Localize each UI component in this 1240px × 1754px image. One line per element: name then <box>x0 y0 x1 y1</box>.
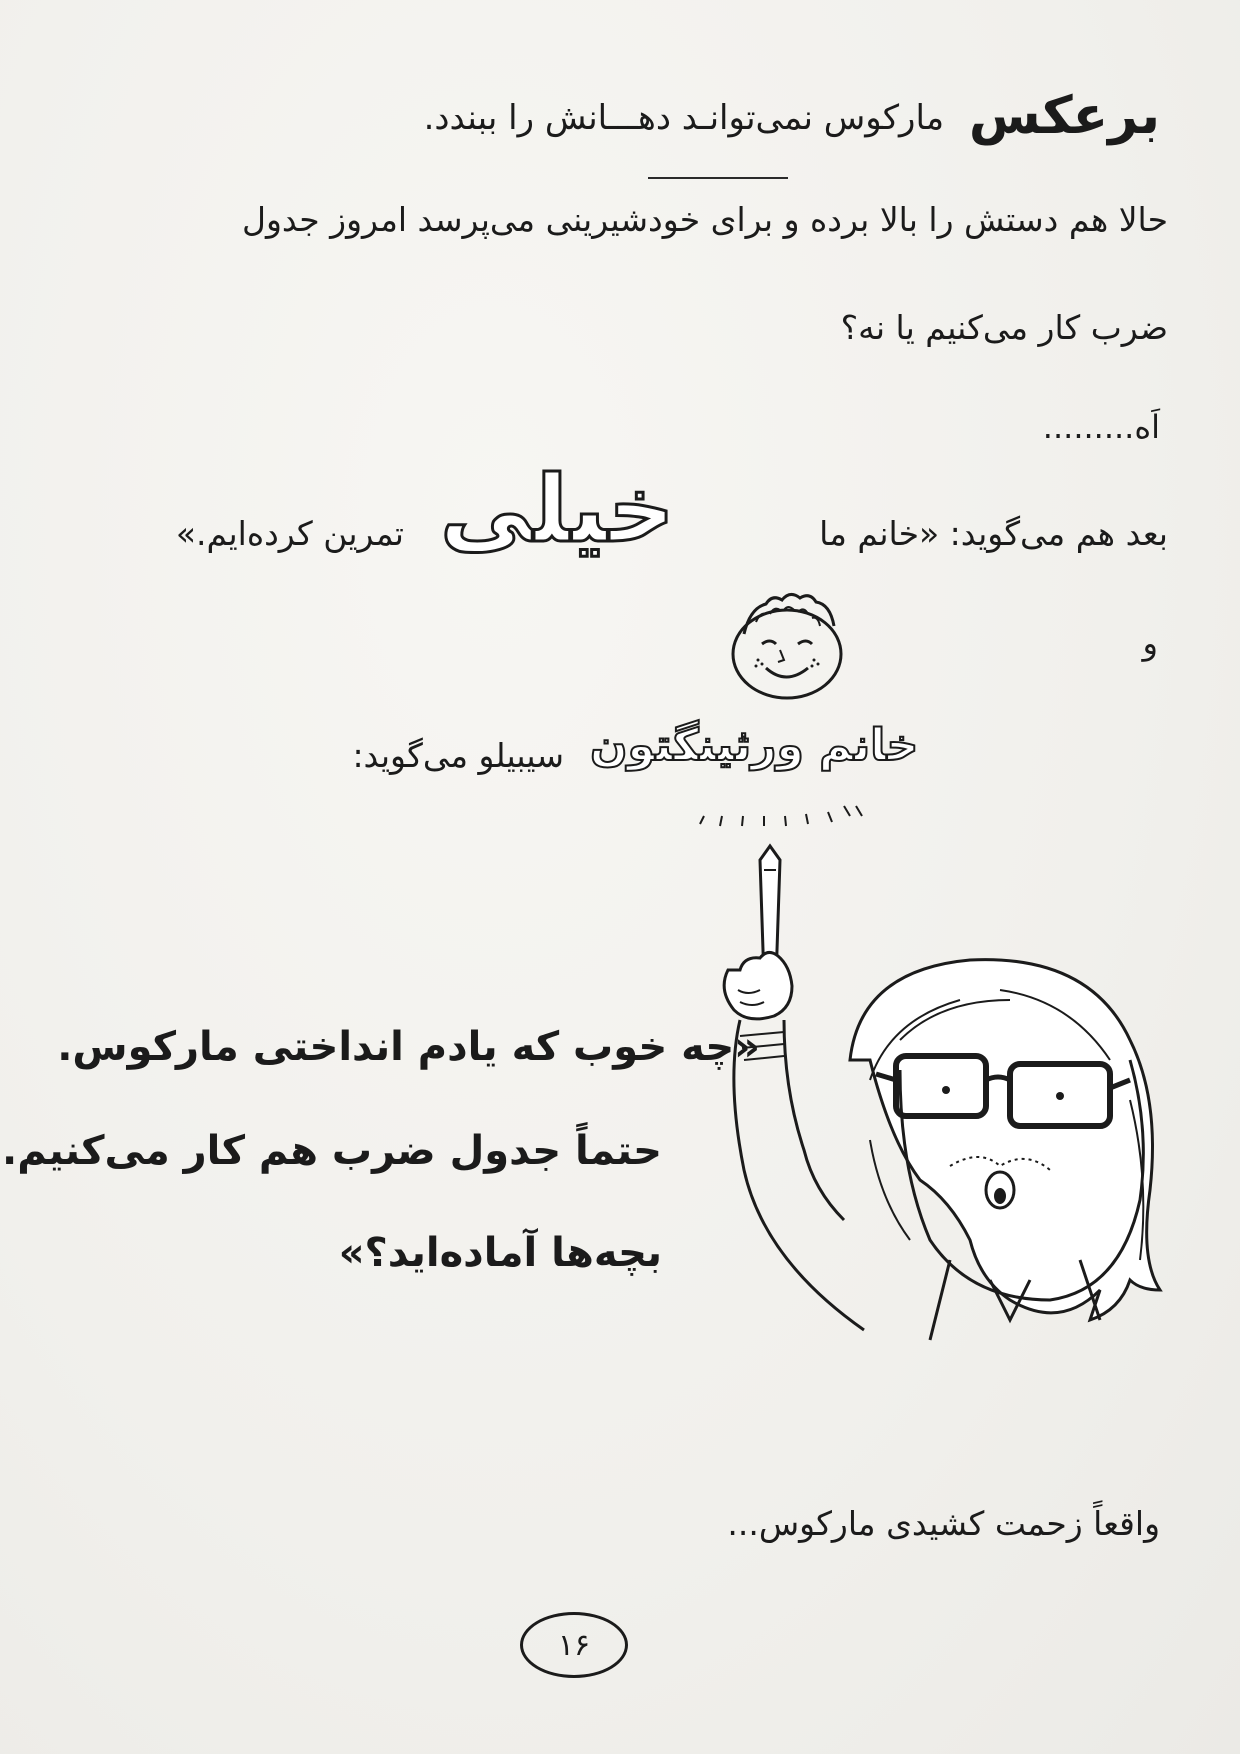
line-and: و <box>1142 624 1158 662</box>
page-number: ۱۶ <box>520 1612 628 1678</box>
teacher-illustration <box>700 840 1220 1400</box>
line-5-start: بعد هم می‌گوید: «خانم ما <box>819 514 1168 553</box>
quote-line-3: بچه‌ها آماده‌اید؟» <box>338 1230 662 1276</box>
line-last: واقعاً زحمت کشیدی مارکوس... <box>727 1504 1160 1543</box>
quote-line-2: حتماً جدول ضرب هم کار می‌کنیم. <box>2 1128 662 1174</box>
line-name-rest: سیبیلو می‌گوید: <box>352 736 564 775</box>
fancy-name-worthington: خانم ورثینگتون <box>590 720 919 771</box>
line-1 <box>424 86 1160 146</box>
face-illustration <box>722 588 852 708</box>
speech-ticks <box>690 800 890 830</box>
line-3: ضرب کار می‌کنیم یا نه؟ <box>840 308 1168 347</box>
quote-line-1: «چه خوب که یادم انداختی مارکوس. <box>57 1024 760 1070</box>
line-4: اَه......... <box>1042 408 1160 446</box>
line-1-text: مارکوس نمی‌توانـد دهـــانش را ببندد. <box>423 98 945 138</box>
line-2: حالا هم دستش را بالا برده و برای خودشیرینی می‌پرسد امروز جدول <box>242 200 1168 239</box>
big-word-kheili: خیلی <box>440 456 675 563</box>
keyword-baraks: برعکس <box>968 86 1160 146</box>
line-5-end: تمرین کرده‌ایم.» <box>175 514 404 553</box>
section-divider <box>648 177 788 179</box>
